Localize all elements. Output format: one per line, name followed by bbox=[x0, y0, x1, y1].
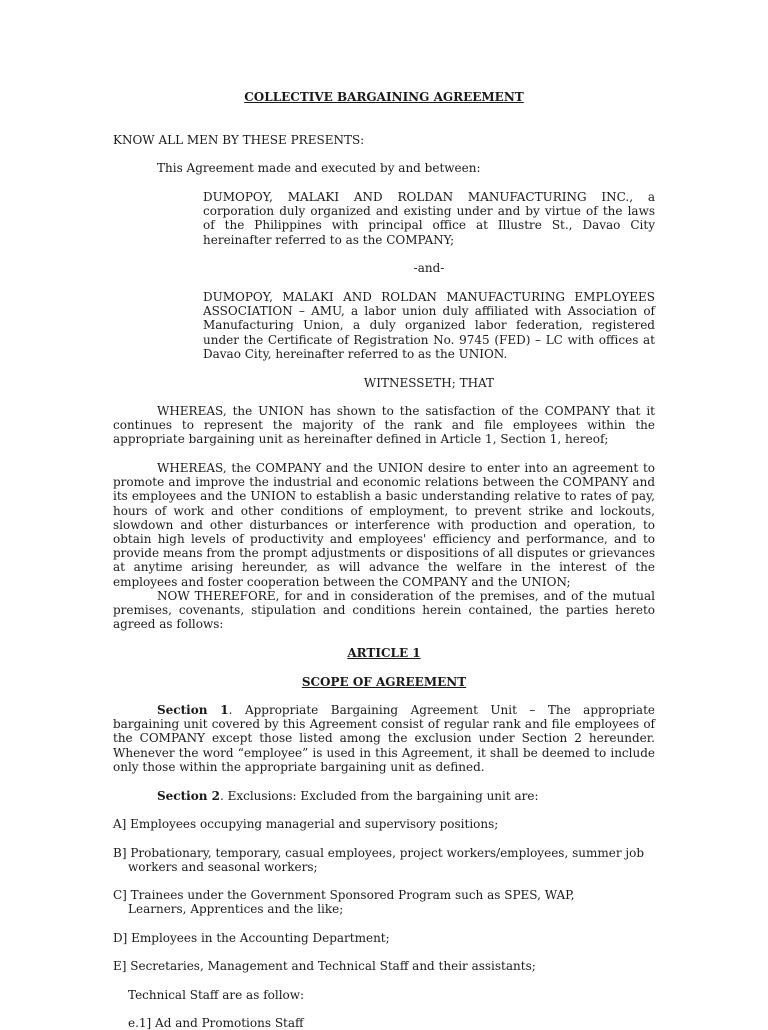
section-2-label: Section 2 bbox=[157, 789, 220, 803]
now-therefore-paragraph: NOW THEREFORE, for and in consideration of the premises, and of the mutual premises, covenants, stipulation and conditions herein contained, the parties hereto agreed as follows: bbox=[113, 589, 655, 632]
exclusion-item-b: B] Probationary, temporary, casual employees, project workers/employees, summer job workers and seasonal workers; bbox=[113, 846, 644, 875]
section-2-paragraph bbox=[157, 789, 539, 803]
section-1-label: Section 1 bbox=[157, 703, 229, 717]
party-union-paragraph: DUMOPOY, MALAKI AND ROLDAN MANUFACTURING EMPLOYEES ASSOCIATION – AMU, a labor union duly affiliated with Association of Manufacturing Union, a duly organized labor federation, registered under the Certificate of Registration No. 9745 (FED) – LC with offices at Davao City, hereinafter referred to as the UNION. bbox=[203, 290, 655, 361]
exclusion-item-e: E] Secretaries, Management and Technical Staff and their assistants; bbox=[113, 959, 536, 973]
section-2-text: . Exclusions: Excluded from the bargaining unit are: bbox=[219, 789, 539, 803]
article-heading: ARTICLE 1 bbox=[347, 646, 421, 660]
technical-staff-line: Technical Staff are as follow: bbox=[128, 988, 305, 1002]
document-title: COLLECTIVE BARGAINING AGREEMENT bbox=[244, 90, 524, 104]
and-separator: -and- bbox=[413, 261, 445, 275]
section-1-paragraph bbox=[113, 703, 655, 774]
intro-line: KNOW ALL MEN BY THESE PRESENTS: bbox=[113, 133, 365, 147]
party-company-paragraph: DUMOPOY, MALAKI AND ROLDAN MANUFACTURING INC., a corporation duly organized and existing under and by virtue of the laws of the Philippines with principal office at Illustre St., Davao City hereinafter referred to as the COMPANY; bbox=[203, 190, 655, 247]
whereas-paragraph-1: WHEREAS, the UNION has shown to the satisfaction of the COMPANY that it continues to represent the majority of the rank and file employees within the appropriate bargaining unit as hereinafter defined in Article 1, Section 1, hereof; bbox=[113, 404, 655, 447]
sub-item-e1: e.1] Ad and Promotions Staff bbox=[128, 1016, 304, 1030]
made-by-line: This Agreement made and executed by and between: bbox=[157, 161, 481, 175]
article-title: SCOPE OF AGREEMENT bbox=[301, 675, 467, 689]
exclusion-item-c: C] Trainees under the Government Sponsored Program such as SPES, WAP, Learners, Apprentices and the like; bbox=[113, 888, 575, 917]
whereas-paragraph-2: WHEREAS, the COMPANY and the UNION desire to enter into an agreement to promote and improve the industrial and economic relations between the COMPANY and its employees and the UNION to establish a basic understanding relative to rates of pay, hours of work and other conditions of employment, to prevent strike and lockouts, slowdown and other disturbances or interference with production and operation, to obtain high levels of productivity and employees' efficiency and performance, and to provide means from the prompt adjustments or dispositions of all disputes or grievances at anytime arising hereunder, as will advance the welfare in the interest of the employees and foster cooperation between the COMPANY and the UNION; bbox=[113, 461, 655, 589]
exclusion-item-a: A] Employees occupying managerial and supervisory positions; bbox=[113, 817, 499, 831]
witnesseth-heading: WITNESSETH; THAT bbox=[363, 376, 495, 390]
exclusion-item-d: D] Employees in the Accounting Department; bbox=[113, 931, 390, 945]
section-1-text: . Appropriate Bargaining Agreement Unit – The appropriate bargaining unit covered by this Agreement consist of regular rank and file employees of the COMPANY except those listed among the exclusion under Section 2 hereunder. Whenever the word “employee” is used in this Agreement, it shall be deemed to include only those within the appropriate bargaining unit as defined. bbox=[113, 703, 655, 774]
